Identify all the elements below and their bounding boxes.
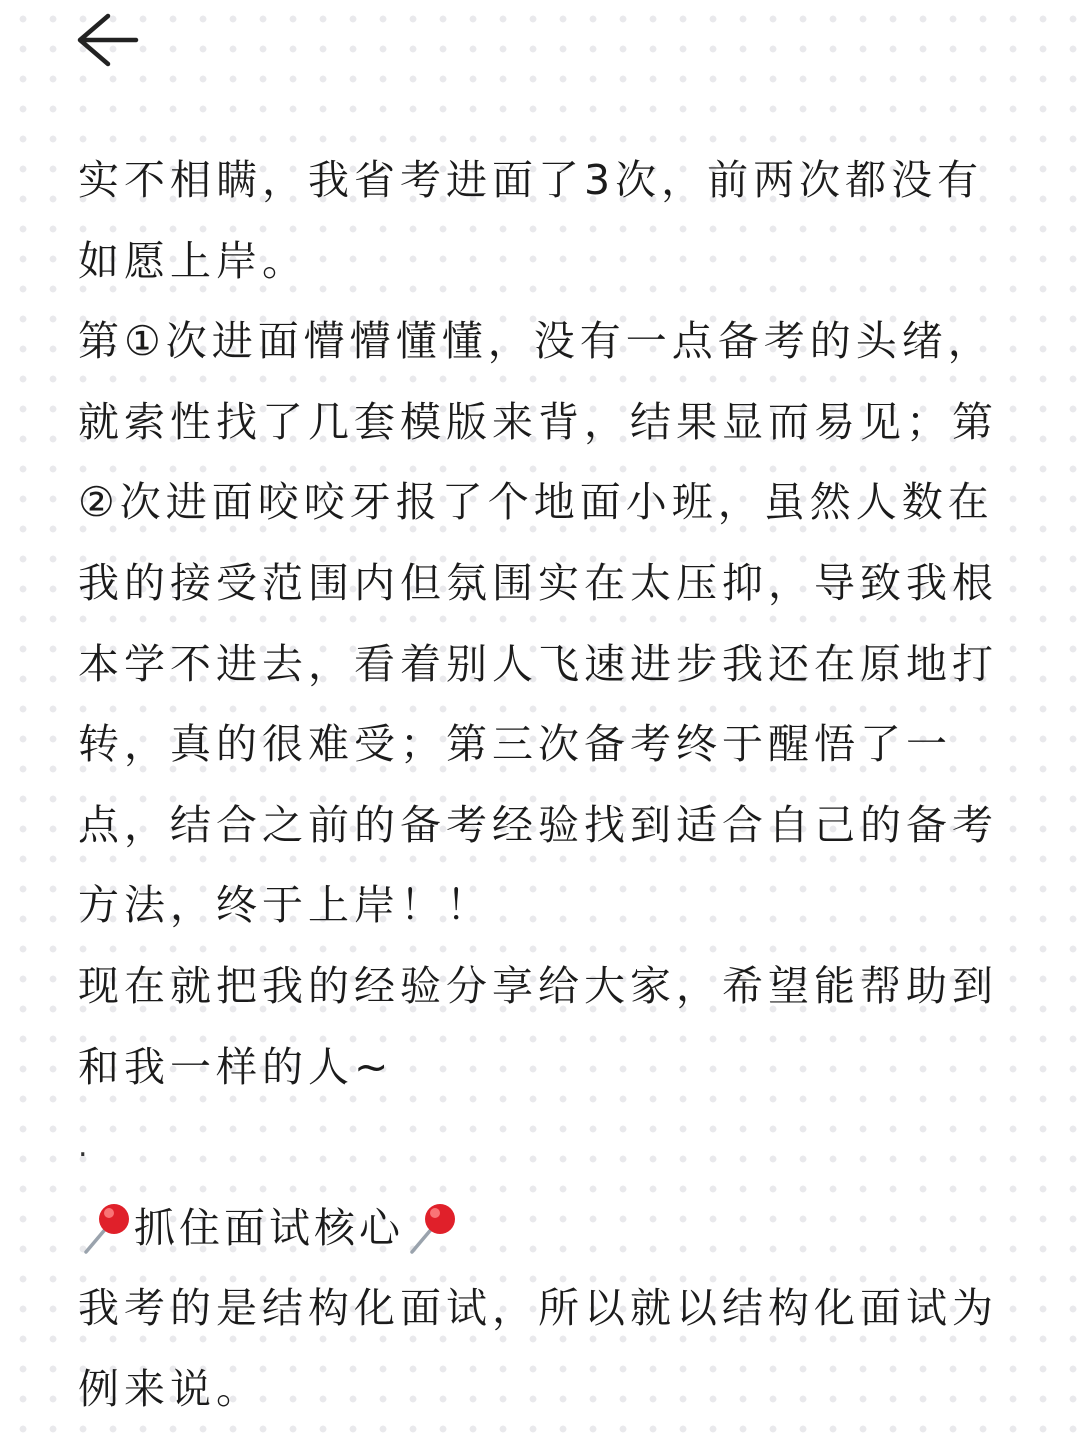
pushpin-icon xyxy=(78,1198,134,1258)
back-button[interactable] xyxy=(70,8,146,72)
article-body xyxy=(78,140,1008,1430)
sharing-paragraph: 现在就把我的经验分享给大家，希望能帮助到和我一样的人~ xyxy=(78,961,998,1091)
intro-paragraph: 实不相瞒，我省考进面了3次，前两次都没有如愿上岸。 xyxy=(78,156,984,285)
separator-dot: . xyxy=(78,1129,88,1165)
pushpin-icon xyxy=(404,1198,460,1258)
section-heading-text: 抓住面试核心 xyxy=(134,1203,404,1252)
arrow-left-icon xyxy=(70,8,146,72)
section-paragraph: 我考的是结构化面试，所以就以结构化面试为例来说。 xyxy=(78,1284,998,1413)
experience-paragraph: 第①次进面懵懵懂懂，没有一点备考的头绪，就索性找了几套模版来背，结果显而易见；第②次进面咬咬牙报了个地面小班，虽然人数在我的接受范围内但氛围实在太压抑，导致我根本学不进去，看着别人飞速进步我还在原地打转，真的很难受；第三次备考终于醒悟了一点，结合之前的备考经验找到适合自己的备考方法，终于上岸！！ xyxy=(78,317,998,930)
section-heading xyxy=(78,1188,1008,1269)
